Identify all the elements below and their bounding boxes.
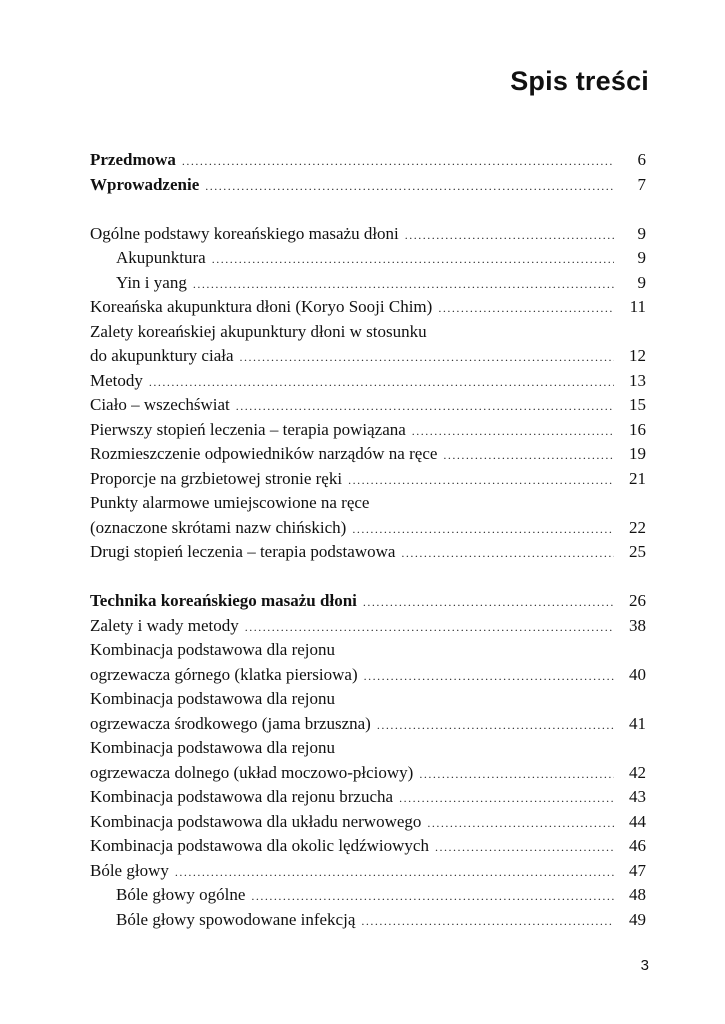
toc-entry — [90, 418, 646, 443]
toc-entry-title: Pierwszy stopień leczenia – terapia powiązana — [90, 419, 406, 439]
toc-entry — [90, 344, 646, 369]
toc-entry — [90, 222, 646, 247]
page-number: 3 — [640, 957, 649, 974]
toc-entry — [90, 761, 646, 786]
toc-entry-title: Kombinacja podstawowa dla rejonu brzucha — [90, 787, 394, 806]
dot-leader — [435, 835, 614, 860]
toc-entry-title: Bóle głowy ogólne — [116, 885, 246, 904]
toc-entry — [90, 614, 646, 639]
dot-leader — [245, 615, 614, 640]
toc-entry — [90, 589, 646, 614]
toc-entry-title: Koreańska akupunktura dłoni (Koryo Sooji Chim) — [90, 297, 433, 316]
toc-entry-title: Kombinacja podstawowa dla układu nerwowego — [90, 811, 422, 831]
toc-entry — [90, 540, 646, 565]
toc-entry-page: 26 — [629, 591, 646, 610]
toc-entry — [90, 516, 646, 541]
dot-leader — [427, 811, 614, 836]
toc-entry-title: Drugi stopień leczenia – terapia podstawowa — [90, 542, 396, 561]
toc-entry-page: 9 — [637, 272, 646, 292]
dot-leader — [182, 149, 614, 174]
dot-leader — [175, 860, 614, 885]
toc-entry-page: 15 — [629, 395, 646, 414]
toc-entry — [90, 295, 646, 320]
toc-entry-title: ogrzewacza górnego (klatka piersiowa) — [90, 664, 358, 684]
toc-entry-page: 11 — [629, 297, 646, 316]
toc-entry-title: Ciało – wszechświat — [90, 395, 230, 414]
toc-entry — [90, 638, 646, 663]
dot-leader — [236, 394, 614, 419]
dot-leader — [212, 247, 614, 272]
toc-entry-title: Kombinacja podstawowa dla rejonu — [90, 738, 336, 757]
dot-leader — [251, 884, 614, 909]
section-gap — [90, 197, 646, 222]
toc-entry-title: Technika koreańskiego masażu dłoni — [90, 591, 357, 610]
toc-entry-page: 16 — [629, 419, 646, 439]
toc-entry-page: 46 — [629, 836, 646, 855]
toc-entry-page: 22 — [629, 517, 646, 537]
toc-entry — [90, 148, 646, 173]
dot-leader — [364, 664, 614, 689]
dot-leader — [193, 272, 614, 297]
toc-entry — [90, 320, 646, 345]
toc-entry-page: 6 — [637, 150, 646, 169]
toc-entry-page: 13 — [629, 370, 646, 390]
toc-entry-title: Kombinacja podstawowa dla rejonu — [90, 689, 336, 708]
dot-leader — [205, 174, 614, 199]
toc-entry-page: 9 — [637, 223, 646, 243]
toc-entry-title: (oznaczone skrótami nazw chińskich) — [90, 517, 347, 537]
toc-entry-title: Punkty alarmowe umiejscowione na ręce — [90, 493, 370, 512]
toc-entry-title: ogrzewacza dolnego (układ moczowo-płciowy) — [90, 762, 414, 782]
toc-entry-page: 49 — [629, 909, 646, 929]
toc-entry — [90, 442, 646, 467]
dot-leader — [240, 345, 614, 370]
toc-entry-title: Yin i yang — [116, 272, 187, 292]
toc-entry-page: 38 — [629, 615, 646, 635]
toc-entry-page: 19 — [629, 444, 646, 463]
dot-leader — [412, 419, 614, 444]
toc-entry-page: 40 — [629, 664, 646, 684]
toc-entry-title: Wprowadzenie — [90, 174, 200, 194]
toc-entry-title: Bóle głowy spowodowane infekcją — [116, 909, 356, 929]
toc-entry — [90, 271, 646, 296]
toc-entry — [90, 810, 646, 835]
toc-entry-page: 25 — [629, 542, 646, 561]
toc-entry — [90, 491, 646, 516]
dot-leader — [361, 909, 614, 934]
dot-leader — [348, 468, 614, 493]
toc-entry-title: Przedmowa — [90, 150, 176, 169]
toc-entry — [90, 834, 646, 859]
dot-leader — [149, 370, 614, 395]
dot-leader — [443, 443, 614, 468]
toc-entry-page: 44 — [629, 811, 646, 831]
toc-entry — [90, 883, 646, 908]
toc-entry-title: Akupunktura — [116, 248, 206, 267]
toc-entry-title: Zalety i wady metody — [90, 615, 239, 635]
toc-entry-page: 43 — [629, 787, 646, 806]
toc-entry — [90, 173, 646, 198]
toc-entry-title: Ogólne podstawy koreańskiego masażu dłoni — [90, 223, 399, 243]
toc-entry-title: Bóle głowy — [90, 860, 169, 880]
dot-leader — [399, 786, 614, 811]
toc-entry-page: 47 — [629, 860, 646, 880]
page-title: Spis treści — [510, 66, 649, 96]
toc-entry — [90, 859, 646, 884]
toc-entry — [90, 785, 646, 810]
table-of-contents — [90, 148, 646, 932]
toc-entry — [90, 467, 646, 492]
dot-leader — [438, 296, 614, 321]
toc-entry-page: 42 — [629, 762, 646, 782]
toc-entry-page: 7 — [637, 174, 646, 194]
toc-entry — [90, 712, 646, 737]
toc-entry-title: Metody — [90, 370, 143, 390]
dot-leader — [405, 223, 614, 248]
toc-entry — [90, 369, 646, 394]
dot-leader — [363, 590, 614, 615]
toc-entry — [90, 393, 646, 418]
toc-entry-page: 9 — [637, 248, 646, 267]
toc-entry-title: Zalety koreańskiej akupunktury dłoni w stosunku — [90, 321, 427, 341]
toc-entry-page: 48 — [629, 885, 646, 904]
toc-entry-page: 12 — [629, 346, 646, 365]
toc-entry — [90, 246, 646, 271]
toc-entry-title: Kombinacja podstawowa dla okolic lędźwiowych — [90, 836, 429, 855]
toc-entry-page: 41 — [629, 713, 646, 733]
dot-leader — [401, 541, 614, 566]
toc-entry-page: 21 — [629, 468, 646, 488]
toc-entry-title: Kombinacja podstawowa dla rejonu — [90, 640, 336, 659]
toc-entry — [90, 736, 646, 761]
dot-leader — [419, 762, 614, 787]
dot-leader — [352, 517, 614, 542]
toc-entry-title: Rozmieszczenie odpowiedników narządów na ręce — [90, 444, 438, 463]
toc-entry — [90, 687, 646, 712]
toc-entry-title: do akupunktury ciała — [90, 346, 234, 365]
dot-leader — [377, 713, 614, 738]
toc-entry-title: ogrzewacza środkowego (jama brzuszna) — [90, 713, 371, 733]
toc-entry — [90, 908, 646, 933]
section-gap — [90, 565, 646, 590]
toc-entry — [90, 663, 646, 688]
toc-entry-title: Proporcje na grzbietowej stronie ręki — [90, 468, 343, 488]
